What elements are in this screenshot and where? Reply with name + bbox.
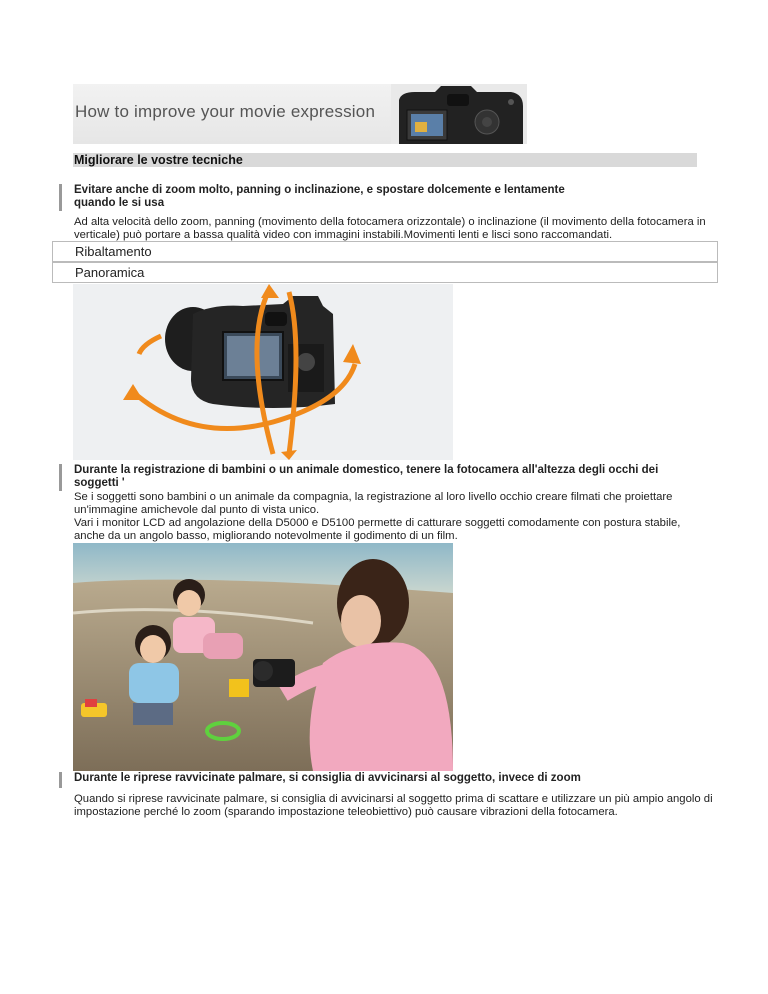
tab-tilt[interactable]: Ribaltamento [52,241,718,262]
tip2-heading: Durante la registrazione di bambini o un animale domestico, tenere la fotocamera all'altezza degli occhi dei soggetti ' [74,464,659,489]
beach-children-photo [73,543,453,771]
dslr-camera-back-image [391,84,527,144]
tip2-body: Se i soggetti sono bambini o un animale da compagnia, la registrazione al loro livello occhio creare filmati che proiettare un'immagine amichevole dal punto di vista unico. Vari i monitor LCD ad angolazione della D5000 e D5100 permette di catturare soggetti comodamente con postura stabile, anche da un angolo basso, migliorando notevolmente il godimento di un film. [74,491,681,542]
heading-marker [59,772,62,788]
heading-marker [59,184,62,211]
tip3-body: Quando si riprese ravvicinate palmare, si consiglia di avvicinarsi al soggetto prima di scattare e utilizzare un più ampio angolo di impostazione perché lo zoom (sparando impostazione teleobiettivo) può causare vibrazioni della fotocamera. [74,793,713,818]
camera-rotation-illustration [73,284,453,460]
banner [73,84,527,144]
tip1-body: Ad alta velocità dello zoom, panning (movimento della fotocamera orizzontale) o inclinazione (il movimento della fotocamera in verticale) può portare a bassa qualità video con immagini instabili.Movimenti lenti e lisci sono raccomandati. [74,216,706,241]
heading-marker [59,464,62,491]
section-title: Migliorare le vostre tecniche [74,153,243,167]
tab-pan[interactable]: Panoramica [52,262,718,283]
tip1-heading: Evitare anche di zoom molto, panning o inclinazione, e spostare dolcemente e lentamente quando le si usa [74,184,565,209]
banner-title: How to improve your movie expression [75,102,376,121]
tip3-heading: Durante le riprese ravvicinate palmare, si consiglia di avvicinarsi al soggetto, invece di zoom [74,772,581,784]
